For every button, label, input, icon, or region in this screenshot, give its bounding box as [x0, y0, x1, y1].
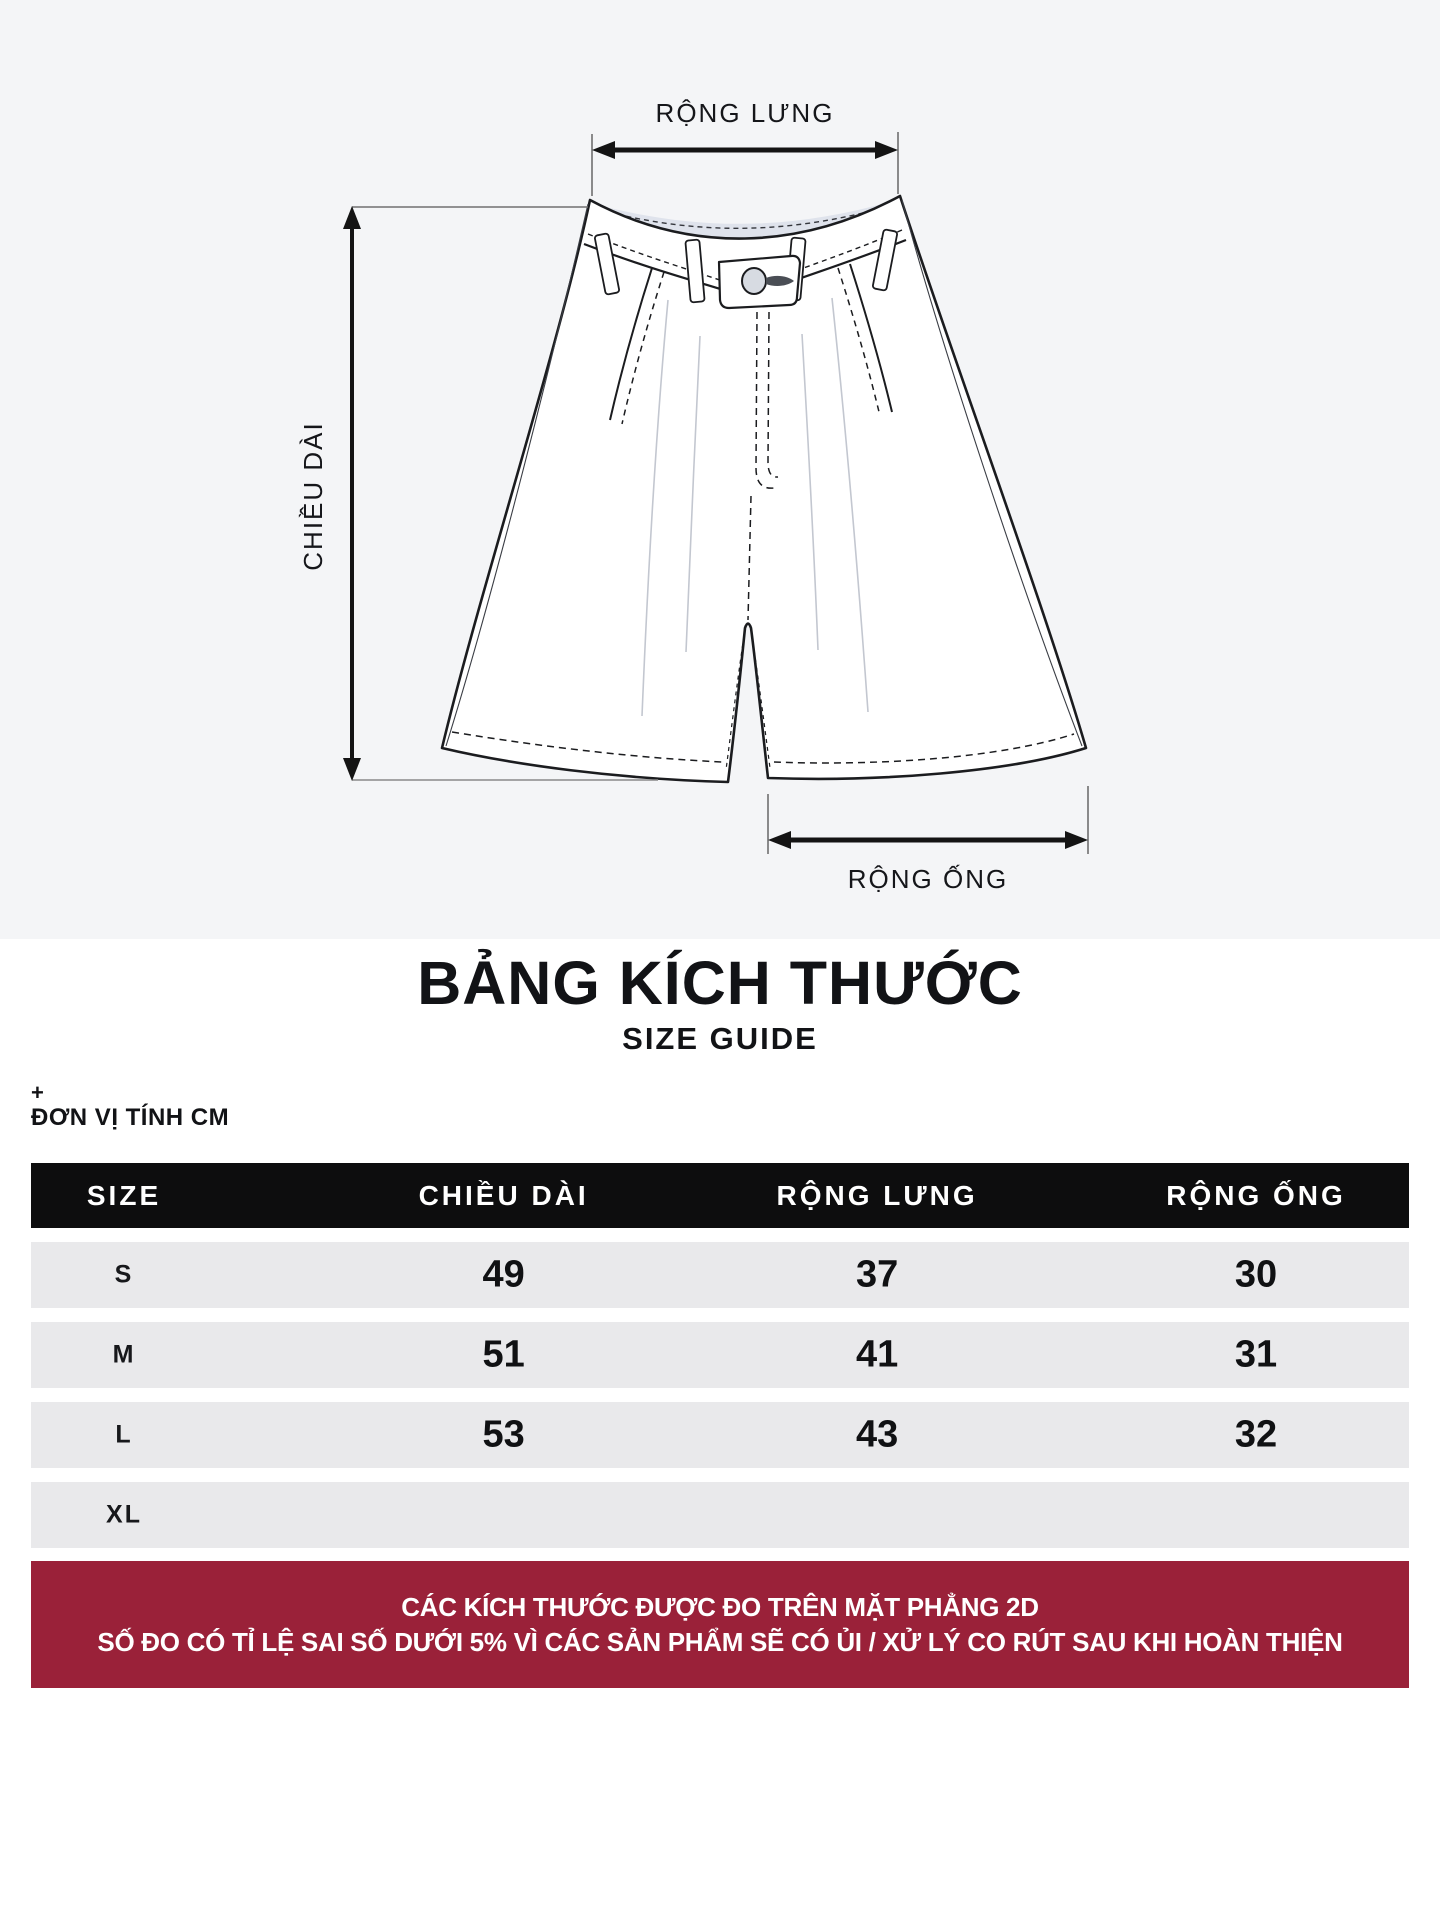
- table-row-xl: [31, 1482, 1409, 1548]
- page-subtitle: SIZE GUIDE: [622, 1021, 818, 1056]
- column-header-leg: RỘNG ỐNG: [1166, 1179, 1346, 1211]
- disclaimer-line-2: SỐ ĐO CÓ TỈ LỆ SAI SỐ DƯỚI 5% VÌ CÁC SẢN PHẨM SẼ CÓ ỦI / XỬ LÝ CO RÚT SAU KHI HOÀN THIỆN: [97, 1626, 1343, 1657]
- shorts-button-tab: [719, 256, 800, 308]
- size-label: XL: [106, 1500, 142, 1529]
- dimension-leg-opening: [768, 786, 1088, 894]
- button-icon: [742, 268, 766, 294]
- size-label: M: [112, 1340, 136, 1369]
- column-header-waist: RỘNG LƯNG: [776, 1179, 978, 1211]
- unit-note: [31, 1080, 230, 1131]
- leg-opening-label: RỘNG ỐNG: [847, 864, 1009, 894]
- length-label: CHIỀU DÀI: [298, 421, 328, 571]
- leg-value: 30: [1234, 1253, 1278, 1296]
- page-title: BẢNG KÍCH THƯỚC: [417, 949, 1023, 1017]
- dimension-waist-width: [592, 98, 898, 196]
- table-row-l: [31, 1402, 1409, 1468]
- shorts-technical-drawing: [0, 0, 1440, 939]
- unit-note-text: ĐƠN VỊ TÍNH CM: [31, 1104, 230, 1131]
- length-value: 51: [482, 1333, 525, 1376]
- leg-value: 32: [1234, 1413, 1278, 1456]
- leg-value: 31: [1234, 1333, 1278, 1376]
- column-header-length: CHIỀU DÀI: [418, 1179, 589, 1211]
- plus-icon: +: [31, 1080, 44, 1105]
- table-row-s: [31, 1242, 1409, 1308]
- column-header-size: SIZE: [86, 1179, 162, 1211]
- waist-width-label: RỘNG LƯNG: [655, 98, 835, 128]
- waist-value: 43: [855, 1413, 899, 1456]
- size-label: L: [115, 1420, 133, 1449]
- table-row-m: [31, 1322, 1409, 1388]
- waist-value: 37: [855, 1253, 899, 1296]
- title-block: [0, 948, 1440, 1056]
- length-value: 49: [482, 1253, 525, 1296]
- size-table-header: [31, 1163, 1409, 1228]
- hero-section: [0, 0, 1440, 939]
- size-label: S: [114, 1260, 134, 1289]
- waist-value: 41: [855, 1333, 899, 1376]
- size-table: [31, 1163, 1409, 1548]
- length-value: 53: [482, 1413, 525, 1456]
- measurement-disclaimer-bar: [31, 1561, 1409, 1688]
- disclaimer-line-1: CÁC KÍCH THƯỚC ĐƯỢC ĐO TRÊN MẶT PHẲNG 2D: [401, 1591, 1039, 1622]
